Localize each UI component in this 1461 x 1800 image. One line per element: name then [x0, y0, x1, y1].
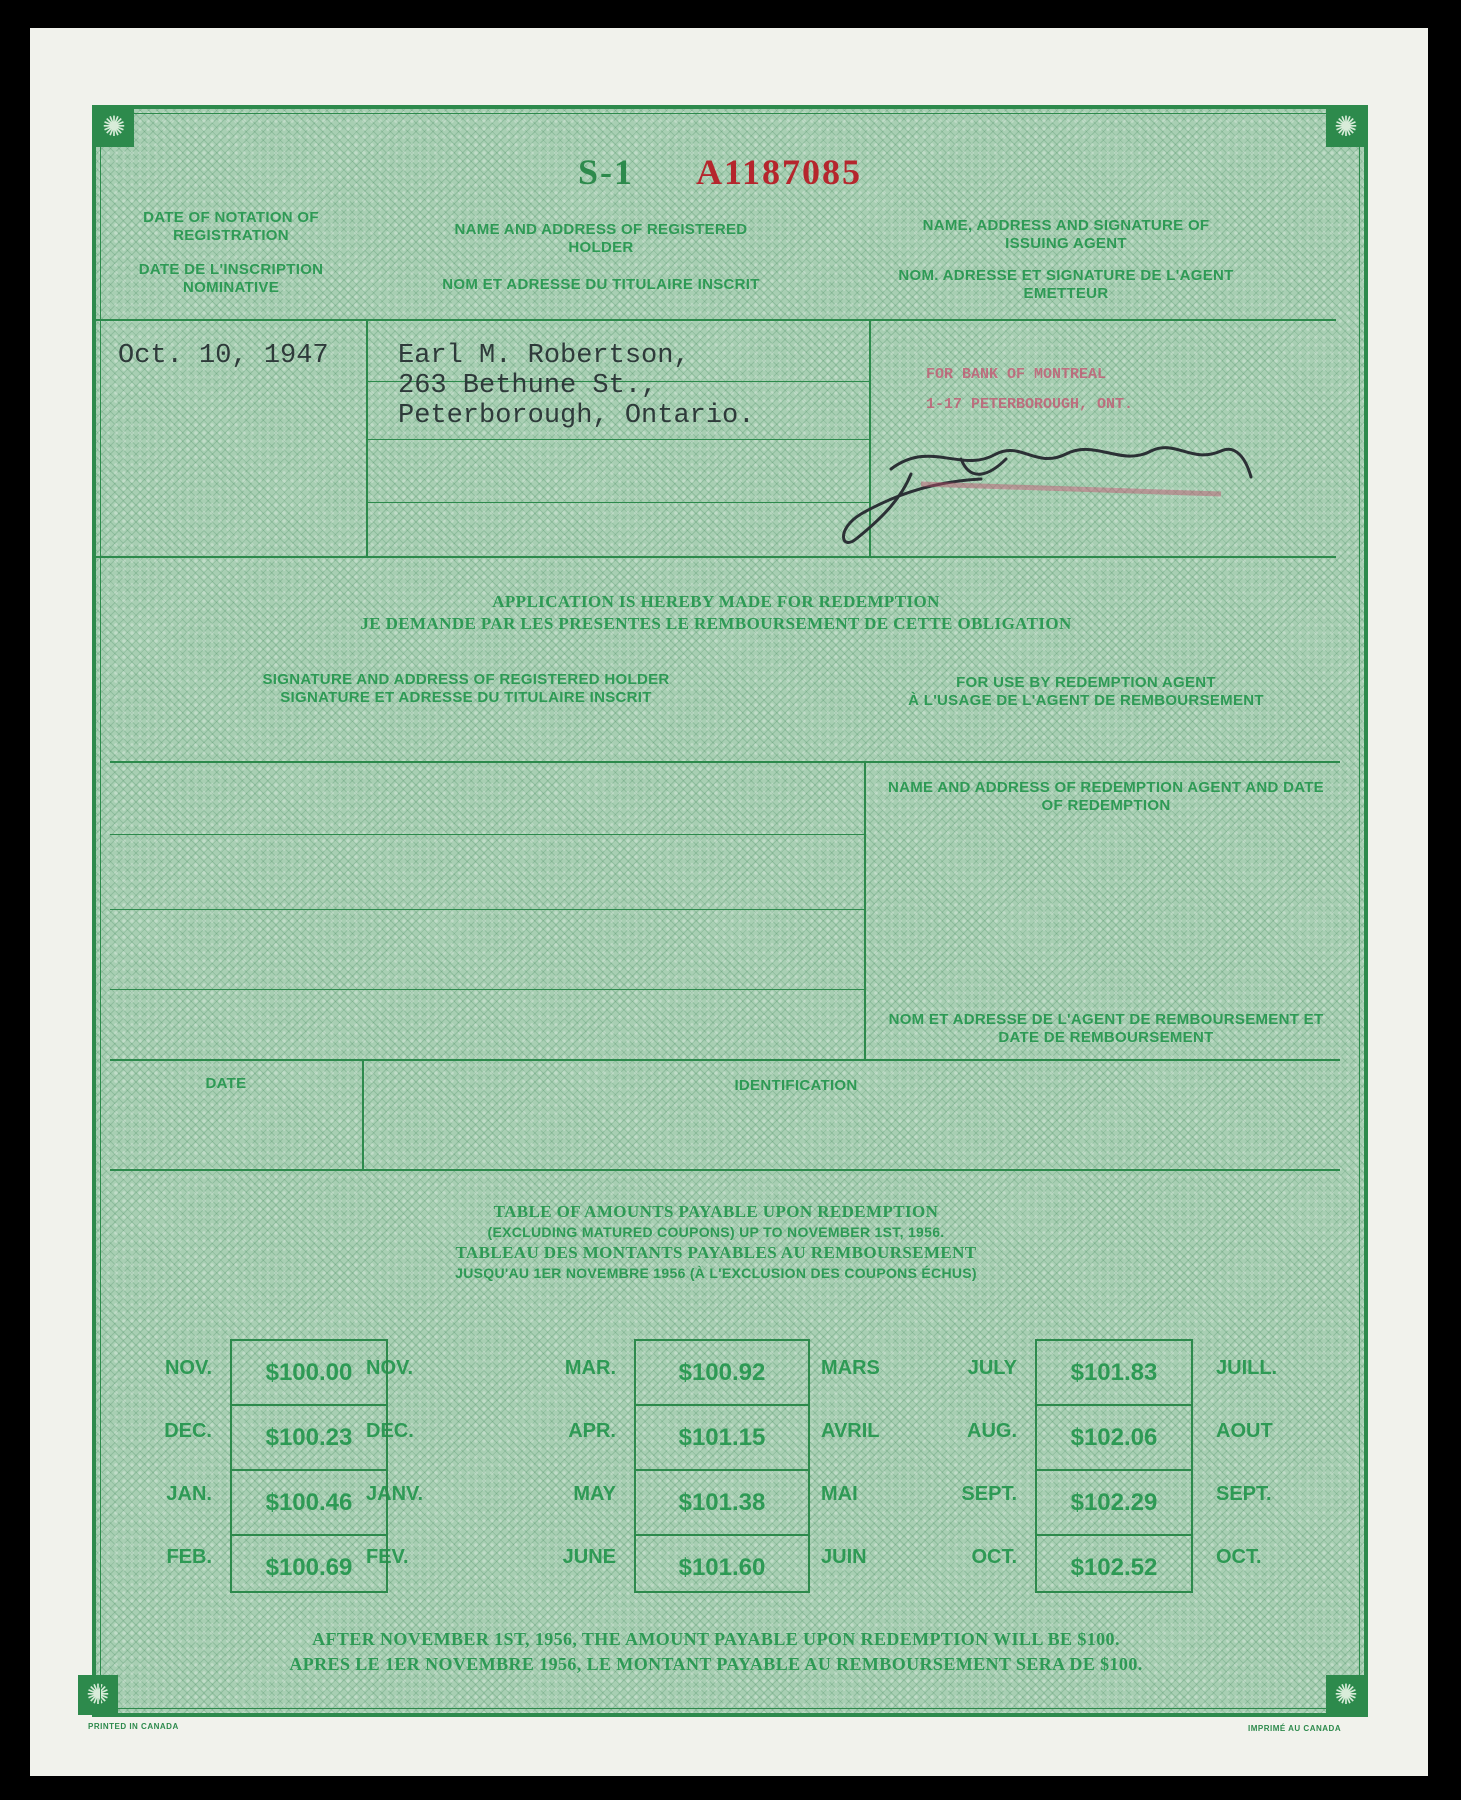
month-en: DEC.: [164, 1420, 212, 1442]
corner-ornament-icon: ✺: [78, 1675, 118, 1715]
signature-line: [110, 909, 866, 910]
amount-cell: $102.06: [1037, 1406, 1191, 1471]
month-fr: AVRIL: [821, 1420, 880, 1442]
amount-cell: $101.38: [636, 1471, 808, 1536]
corner-ornament-icon: ✺: [1326, 1675, 1366, 1715]
header-date-en: DATE OF NOTATION OF REGISTRATION: [143, 209, 319, 244]
month-fr: DEC.: [366, 1420, 414, 1442]
month-en: MAY: [573, 1483, 616, 1505]
rule: [110, 1169, 1340, 1171]
signature-icon: [821, 429, 1281, 559]
amount-cell: $101.83: [1037, 1341, 1191, 1406]
month-en: APR.: [568, 1420, 616, 1442]
footer-en: AFTER NOVEMBER 1ST, 1956, THE AMOUNT PAYABLE UPON REDEMPTION WILL BE $100.: [312, 1629, 1120, 1649]
month-fr: MARS: [821, 1357, 880, 1379]
month-fr: JUIN: [821, 1546, 867, 1568]
redemption-agent-en: FOR USE BY REDEMPTION AGENT: [956, 674, 1216, 691]
holder-signature-fr: SIGNATURE ET ADRESSE DU TITULAIRE INSCRIT: [280, 689, 652, 706]
amount-column-box: [634, 1339, 810, 1593]
month-en: SEPT.: [961, 1483, 1017, 1505]
rule: [366, 502, 871, 503]
application-fr: JE DEMANDE PAR LES PRESENTES LE REMBOURSEMENT DE CETTE OBLIGATION: [360, 614, 1072, 633]
amount-cell: $101.15: [636, 1406, 808, 1471]
header-agent-en: NAME, ADDRESS AND SIGNATURE OF ISSUING AGENT: [922, 217, 1210, 252]
redemption-agent-fr: À L'USAGE DE L'AGENT DE REMBOURSEMENT: [908, 692, 1264, 709]
redemption-agent-name-fr: NOM ET ADRESSE DE L'AGENT DE REMBOURSEMENT ET DATE DE REMBOURSEMENT: [888, 1011, 1324, 1046]
agent-stamp-line1: FOR BANK OF MONTREAL: [926, 366, 1107, 383]
month-fr: JANV.: [366, 1483, 424, 1505]
series-code: S-1: [578, 152, 635, 192]
month-en: NOV.: [164, 1357, 212, 1379]
month-fr: OCT.: [1216, 1546, 1262, 1568]
date-label: DATE: [205, 1075, 247, 1092]
month-en: JULY: [967, 1357, 1017, 1379]
application-en: APPLICATION IS HEREBY MADE FOR REDEMPTION: [492, 592, 940, 611]
month-en: JAN.: [166, 1483, 212, 1505]
month-en: MAR.: [564, 1357, 616, 1379]
holder-name: Earl M. Robertson,: [398, 341, 690, 371]
corner-ornament-icon: ✺: [94, 107, 134, 147]
signature-line: [110, 834, 866, 835]
redemption-agent-name-en: NAME AND ADDRESS OF REDEMPTION AGENT AND DATE OF REDEMPTION: [887, 779, 1324, 814]
month-en: AUG.: [967, 1420, 1017, 1442]
amount-column-box: [1035, 1339, 1193, 1593]
header-agent-fr: NOM. ADRESSE ET SIGNATURE DE L'AGENT EMETTEUR: [898, 267, 1234, 302]
amount-cell: $100.92: [636, 1341, 808, 1406]
bond-form: [86, 105, 1368, 1717]
header-holder-en: NAME AND ADDRESS OF REGISTERED HOLDER: [454, 221, 748, 256]
month-fr: AOUT: [1216, 1420, 1273, 1442]
table-subtitle-en: (EXCLUDING MATURED COUPONS) UP TO NOVEMBER 1ST, 1956.: [487, 1224, 945, 1240]
header-date-fr: DATE DE L'INSCRIPTION NOMINATIVE: [138, 261, 324, 296]
identification-label: IDENTIFICATION: [734, 1077, 858, 1094]
corner-ornament-icon: ✺: [1326, 107, 1366, 147]
month-en: JUNE: [562, 1546, 616, 1568]
month-fr: FEV.: [366, 1546, 409, 1568]
holder-street: 263 Bethune St.,: [398, 371, 658, 401]
header-holder-fr: NOM ET ADRESSE DU TITULAIRE INSCRIT: [442, 276, 760, 293]
table-title-en: TABLE OF AMOUNTS PAYABLE UPON REDEMPTION: [493, 1202, 939, 1221]
holder-signature-en: SIGNATURE AND ADDRESS OF REGISTERED HOLDER: [262, 671, 670, 688]
printed-in-canada: PRINTED IN CANADA: [88, 1722, 179, 1731]
month-en: OCT.: [971, 1546, 1017, 1568]
rule: [96, 319, 1336, 321]
amount-cell: $100.46: [232, 1471, 386, 1536]
month-fr: NOV.: [366, 1357, 414, 1379]
agent-stamp-line2: 1-17 PETERBOROUGH, ONT.: [926, 396, 1134, 413]
footer-fr: APRES LE 1ER NOVEMBRE 1956, LE MONTANT PAYABLE AU REMBOURSEMENT SERA DE $100.: [289, 1654, 1143, 1674]
registration-date: Oct. 10, 1947: [118, 341, 329, 371]
rule: [110, 761, 1340, 763]
amount-cell: $102.52: [1070, 1553, 1158, 1581]
rule: [366, 439, 871, 440]
month-fr: MAI: [821, 1483, 858, 1505]
holder-city: Peterborough, Ontario.: [398, 401, 755, 431]
amount-cell: $102.29: [1037, 1471, 1191, 1536]
imprime-au-canada: IMPRIMÉ AU CANADA: [1248, 1724, 1342, 1733]
serial-number: A1187085: [696, 152, 863, 192]
month-en: FEB.: [166, 1546, 212, 1568]
table-subtitle-fr: JUSQU'AU 1ER NOVEMBRE 1956 (À L'EXCLUSION DES COUPONS ÉCHUS): [455, 1265, 977, 1281]
rule: [110, 1059, 1340, 1061]
amount-cell: $100.00: [232, 1341, 386, 1406]
amount-cell: $100.69: [265, 1553, 353, 1581]
signature-line: [110, 989, 866, 990]
month-fr: SEPT.: [1216, 1483, 1272, 1505]
rule: [362, 1059, 364, 1171]
amount-cell: $100.23: [232, 1406, 386, 1471]
month-fr: JUILL.: [1216, 1357, 1278, 1379]
amount-column-box: [230, 1339, 388, 1593]
table-title-fr: TABLEAU DES MONTANTS PAYABLES AU REMBOURSEMENT: [455, 1243, 977, 1262]
amount-cell: $101.60: [678, 1553, 766, 1581]
